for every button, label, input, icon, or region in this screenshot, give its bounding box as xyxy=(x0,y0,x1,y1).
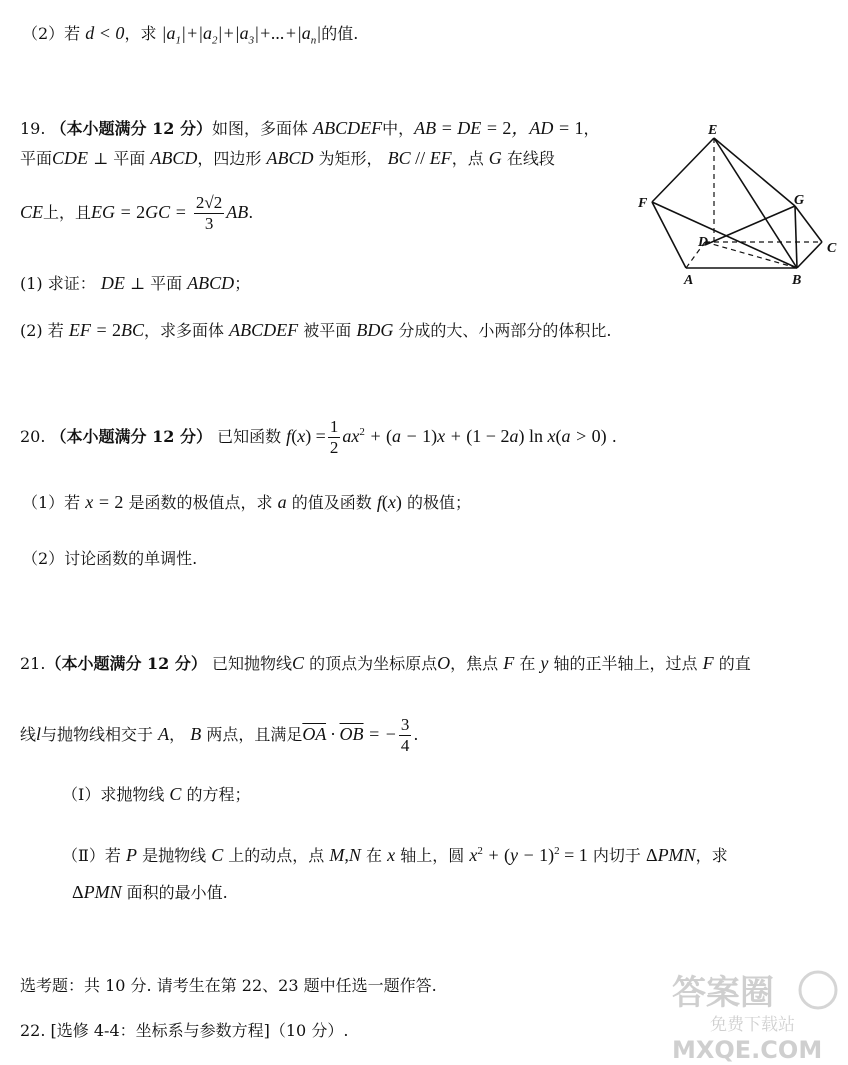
q20-part1: （1）若 x = 2 是函数的极值点，求 a 的值及函数 f(x) 的极值； xyxy=(22,492,471,512)
q19-part1-mid: ⊥ 平面 xyxy=(129,274,183,293)
q21-intro-f: 的直 xyxy=(718,654,751,673)
q20-line1: 20. （本小题满分 12 分） 已知函数 f(x) = $\frac{1}{2}$ $ax^2 + (a - 1)x + (1 - 2a)$ ln x(a > 0) . xyxy=(20,417,617,457)
q21-line2-b: 与抛物线相交于 xyxy=(41,725,154,744)
q19-part2-end: 分成的大、小两部分的体积比. xyxy=(398,321,612,340)
q20-part1-d: 的极值； xyxy=(406,493,471,512)
watermark-mid: 免费下载站 xyxy=(710,1015,795,1035)
q19-fraction: $\frac{2√2}{3}$ xyxy=(195,193,223,233)
watermark-bottom: MXQE.COM xyxy=(672,1036,823,1062)
q19-parallel: BC // EF xyxy=(387,148,452,168)
watermark-top: 答案圈 xyxy=(672,973,774,1013)
q21-part2: （Ⅱ）若 P 是抛物线 C 上的动点，点 M,N 在 x 轴上，圆 $x^2 + (y - 1)^2 = 1$ 内切于 ΔPMN，求 xyxy=(62,845,728,865)
q20-part1-b: 是函数的极值点，求 xyxy=(128,493,273,512)
figure-label-e: E xyxy=(708,123,718,138)
q21-line2-a: 线 xyxy=(20,725,37,744)
q21-part2-line2: ΔPMN 面积的最小值. xyxy=(72,882,228,902)
q19-line3: CE上，且EG = 2GC = $\frac{2√2}{3}$ AB. xyxy=(20,193,254,233)
q20-part1-c: 的值及函数 xyxy=(291,493,372,512)
q18-part2-mid: ，求 xyxy=(124,24,157,43)
q20-part2: （2）讨论函数的单调性. xyxy=(22,549,198,568)
q21-intro-b: 的顶点为坐标原点 xyxy=(309,654,438,673)
q18-part2-label: （2）若 xyxy=(22,24,81,43)
q21-intro-e: 轴的正半轴上，过点 xyxy=(553,654,698,673)
q21-line2: 线l与抛物线相交于 A， B 两点，且满足$\overline{OA} \cdot \overline{OB}$ = − $\frac{3}{4}$ . xyxy=(20,715,419,755)
q21-part2-d: 在 xyxy=(366,846,383,865)
q21-intro-a: 已知抛物线 xyxy=(211,654,292,673)
q19-part2-mid: ，求多面体 xyxy=(144,321,225,340)
q19-line2-f: 在线段 xyxy=(506,149,555,168)
q20-intro: 已知函数 xyxy=(217,427,282,446)
q19-ef-condition: EF = 2BC xyxy=(68,320,145,340)
q19-number: 19. xyxy=(20,119,46,138)
q19-line2: 平面CDE ⊥ 平面 ABCD，四边形 ABCD 为矩形， BC // EF，点 G 在线段 xyxy=(20,148,555,168)
q19-eg-relation: EG = 2GC = xyxy=(91,202,187,222)
q19-intro: 如图，多面体 xyxy=(211,119,308,138)
q19-line3-a: 上，且 xyxy=(43,203,92,222)
q21-line1: 21.（本小题满分 12 分） 已知抛物线C 的顶点为坐标原点O，焦点 F 在 y 轴的正半轴上，过点 F 的直 xyxy=(20,653,751,673)
q19-lengths: AB = DE = 2，AD = 1 xyxy=(414,118,584,138)
q20-tag: （本小题满分 12 分） xyxy=(50,427,212,446)
q19-part2-mid2: 被平面 xyxy=(303,321,352,340)
q21-line2-d: 两点，且满足 xyxy=(206,725,303,744)
q21-part2-line2-text: 面积的最小值. xyxy=(126,883,228,902)
q21-part2-e: 轴上，圆 xyxy=(400,846,465,865)
q19-tag: （本小题满分 12 分） xyxy=(50,119,212,138)
q19-line2-d: 为矩形， xyxy=(318,149,383,168)
q21-dot-product: $\overline{OA} \cdot \overline{OB}$ = − xyxy=(302,724,397,744)
q21-part1-a: （Ⅰ）求抛物线 xyxy=(62,785,165,804)
q19-line2-e: ，点 xyxy=(451,149,484,168)
q19-part1: (1) 求证： DE ⊥ 平面 ABCD； xyxy=(20,273,251,293)
q19-solid-name: ABCDEF xyxy=(313,118,383,138)
q21-intro-c: ，焦点 xyxy=(450,654,499,673)
figure-label-b: B xyxy=(792,273,802,288)
polyhedron-figure xyxy=(632,118,844,294)
q19-line1: 19. （本小题满分 12 分）如图，多面体 ABCDEF中，AB = DE = 2，AD = 1， xyxy=(20,118,600,138)
q20-number: 20. xyxy=(20,427,46,446)
q21-part2-c: 上的动点，点 xyxy=(228,846,325,865)
figure-label-g: G xyxy=(794,193,805,208)
q21-part2-g: ，求 xyxy=(695,846,728,865)
q19-part2: (2) 若 EF = 2BC，求多面体 ABCDEF 被平面 BDG 分成的大、小两部分的体积比. xyxy=(20,320,612,340)
q18-part2-line xyxy=(22,22,358,52)
q18-sum-expression: $|a_1|+|a_2|+|a_3|+...+|a_n|$ xyxy=(161,23,322,47)
figure-label-c: C xyxy=(827,241,837,256)
q21-number: 21. xyxy=(20,654,46,673)
q21-part2-a: （Ⅱ）若 xyxy=(62,846,121,865)
q19-line2-b: ⊥ 平面 xyxy=(93,149,146,168)
q19-line2-a: 平面 xyxy=(20,149,53,168)
q19-line1-mid: 中， xyxy=(382,119,415,138)
q18-condition: d < 0 xyxy=(85,23,125,43)
q21-part2-f: 内切于 xyxy=(592,846,641,865)
q20-function: f(x) = xyxy=(286,426,326,446)
figure-label-f: F xyxy=(638,196,648,211)
elective-heading: 选考题：共 10 分. 请考生在第 22、23 题中任选一题作答. xyxy=(20,976,437,995)
q20-function-rest: $ax^2 + (a - 1)x + (1 - 2a)$ ln x(a > 0) xyxy=(342,426,607,446)
q21-circle-eq: $x^2 + (y - 1)^2 = 1$ xyxy=(469,845,588,865)
q18-part2-end: 的值. xyxy=(321,24,359,43)
figure-label-d: D xyxy=(698,235,709,250)
q22-heading: 22. [选修 4-4：坐标系与参数方程]（10 分）. xyxy=(20,1021,349,1040)
q19-part2-label: (2) 若 xyxy=(20,321,64,340)
q20-part1-a: （1）若 xyxy=(22,493,81,512)
q19-part1-end: ； xyxy=(234,274,251,293)
watermark-logo xyxy=(668,968,846,1062)
q21-part1: （Ⅰ）求抛物线 C 的方程； xyxy=(62,784,251,804)
figure-label-a: A xyxy=(684,273,694,288)
q21-part1-b: 的方程； xyxy=(186,785,251,804)
q21-intro-d: 在 xyxy=(519,654,536,673)
q19-line2-c: ，四边形 xyxy=(197,149,262,168)
q21-tag: （本小题满分 12 分） xyxy=(45,654,207,673)
q21-part2-b: 是抛物线 xyxy=(142,846,207,865)
q21-line2-c: ， xyxy=(169,725,186,744)
q19-part1-label: (1) 求证： xyxy=(20,274,96,293)
